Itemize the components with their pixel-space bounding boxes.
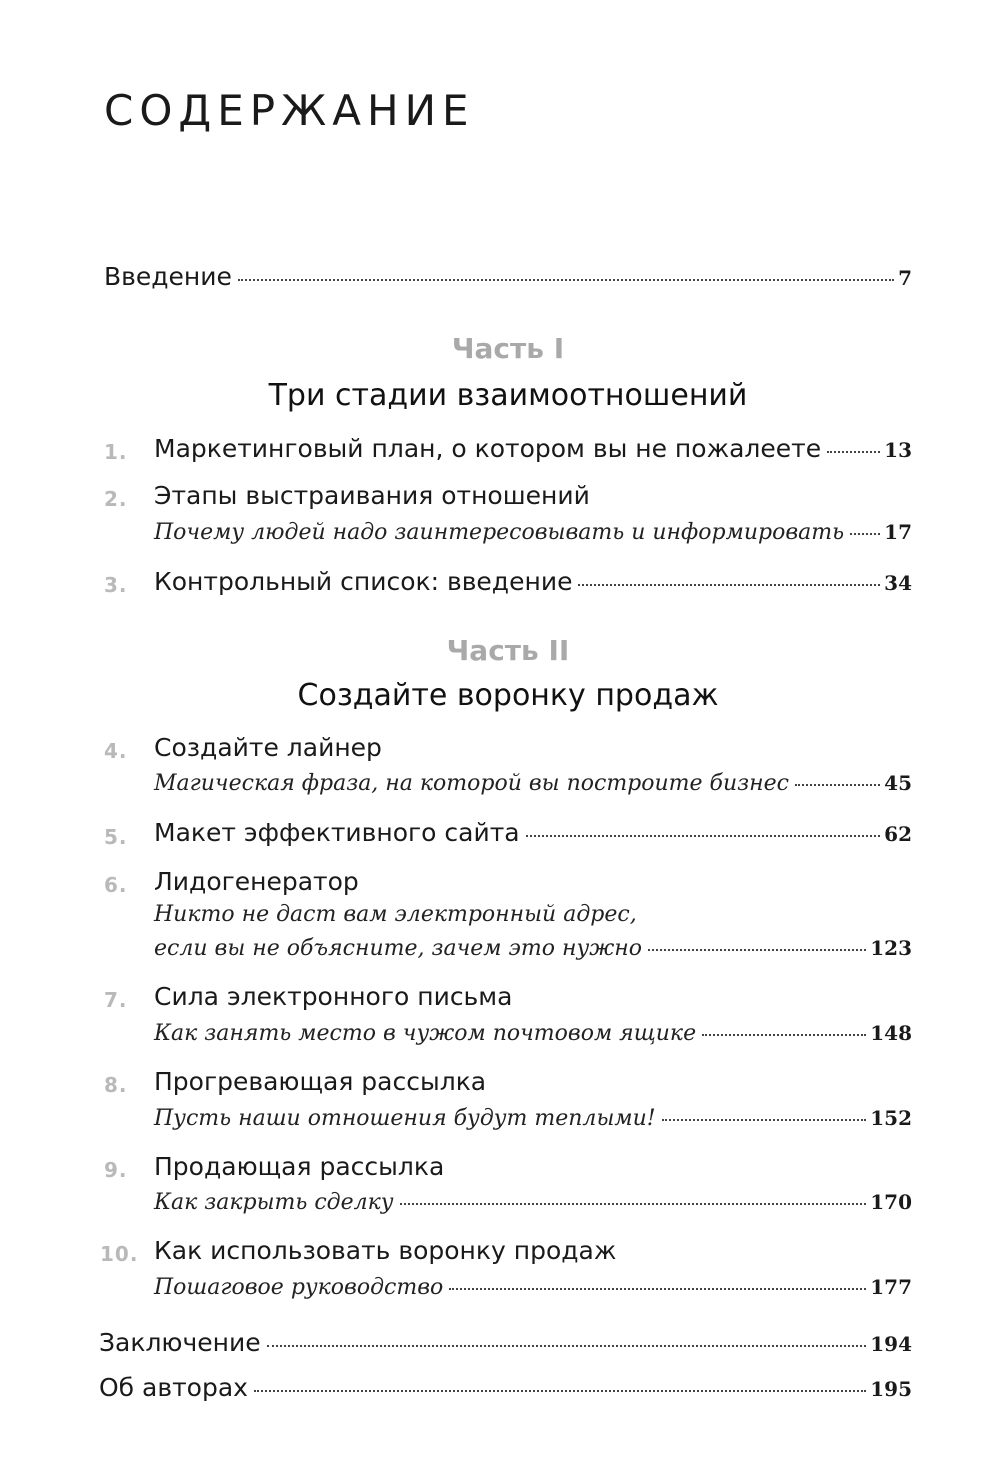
dot-leader	[400, 1203, 867, 1205]
chapter-number: 1.	[104, 440, 128, 464]
toc-entry-subtitle	[154, 1190, 912, 1215]
chapter-number: 8.	[104, 1073, 128, 1097]
toc-entry-chapter-6[interactable]	[154, 867, 912, 896]
chapter-number: 5.	[104, 825, 128, 849]
toc-page-number: 170	[870, 1190, 912, 1214]
toc-entry-subtitle-text: Никто не даст вам электронный адрес,	[154, 902, 637, 927]
dot-leader	[449, 1288, 866, 1290]
toc-entry-subtitle	[154, 1106, 912, 1131]
toc-entry-chapter-1[interactable]	[154, 434, 912, 463]
chapter-number: 3.	[104, 573, 128, 597]
toc-entry-subtitle	[154, 771, 912, 796]
toc-page-number: 34	[884, 571, 912, 595]
dot-leader	[254, 1390, 866, 1392]
toc-entry-title: Введение	[104, 262, 232, 291]
part-title: Три стадии взаимоотношений	[268, 378, 748, 413]
toc-entry-chapter-5[interactable]	[154, 818, 912, 847]
toc-entry-subtitle-text: Пусть наши отношения будут теплыми!	[154, 1106, 656, 1131]
chapter-number: 9.	[104, 1158, 128, 1182]
chapter-number: 10.	[100, 1242, 139, 1266]
toc-page-number: 13	[884, 438, 912, 462]
toc-entry-chapter-2[interactable]	[154, 481, 912, 510]
toc-entry-chapter-8[interactable]	[154, 1067, 912, 1096]
toc-page-number: 152	[870, 1106, 912, 1130]
part-title: Создайте воронку продаж	[297, 678, 719, 713]
dot-leader	[578, 584, 880, 586]
toc-page-number: 195	[870, 1377, 912, 1401]
part-label: Часть II	[446, 634, 570, 667]
toc-entry-conclusion[interactable]	[99, 1328, 912, 1357]
dot-leader	[238, 279, 894, 281]
toc-entry-subtitle	[154, 1021, 912, 1046]
toc-entry-subtitle-text: Пошаговое руководство	[154, 1275, 444, 1300]
dot-leader	[648, 949, 866, 951]
toc-entry-subtitle	[154, 1275, 912, 1300]
toc-entry-title: Контрольный список: введение	[154, 567, 573, 596]
toc-entry-subtitle-text: если вы не объясните, зачем это нужно	[154, 936, 642, 961]
toc-entry-subtitle-text: Магическая фраза, на которой вы построите бизнес	[154, 771, 789, 796]
dot-leader	[526, 835, 881, 837]
page-title: СОДЕРЖАНИЕ	[104, 86, 475, 135]
toc-page-number: 45	[884, 771, 912, 795]
toc-page-number: 177	[870, 1275, 912, 1299]
chapter-number: 6.	[104, 873, 128, 897]
dot-leader	[795, 784, 880, 786]
toc-entry-subtitle-text: Как занять место в чужом почтовом ящике	[154, 1021, 697, 1046]
chapter-number: 2.	[104, 487, 128, 511]
toc-entry-title: Лидогенератор	[154, 867, 359, 896]
toc-entry-chapter-4[interactable]	[154, 733, 912, 762]
toc-entry-subtitle	[154, 936, 912, 961]
toc-entry-title: Сила электронного письма	[154, 982, 513, 1011]
toc-entry-title: Как использовать воронку продаж	[154, 1236, 617, 1265]
toc-entry-title: Макет эффективного сайта	[154, 818, 520, 847]
toc-entry-intro[interactable]	[104, 262, 912, 291]
dot-leader	[827, 451, 880, 453]
toc-page-number: 7	[898, 266, 912, 290]
dot-leader	[850, 533, 880, 535]
toc-entry-title: Продающая рассылка	[154, 1152, 445, 1181]
toc-entry-chapter-9[interactable]	[154, 1152, 912, 1181]
dot-leader	[267, 1345, 867, 1347]
toc-entry-title: Прогревающая рассылка	[154, 1067, 487, 1096]
chapter-number: 7.	[104, 988, 128, 1012]
toc-entry-title: Этапы выстраивания отношений	[154, 481, 590, 510]
toc-entry-title: Заключение	[99, 1328, 261, 1357]
toc-entry-subtitle-text: Почему людей надо заинтересовывать и информировать	[154, 520, 845, 545]
chapter-number: 4.	[104, 739, 128, 763]
toc-entry-subtitle	[154, 520, 912, 545]
toc-entry-title: Маркетинговый план, о котором вы не пожалеете	[154, 434, 822, 463]
toc-entry-chapter-3[interactable]	[154, 567, 912, 596]
toc-page-number: 62	[884, 822, 912, 846]
toc-entry-title: Об авторах	[99, 1373, 248, 1402]
toc-entry-subtitle-text: Как закрыть сделку	[154, 1190, 394, 1215]
toc-entry-subtitle	[154, 902, 912, 927]
dot-leader	[702, 1034, 866, 1036]
toc-page-number: 194	[870, 1332, 912, 1356]
toc-page-number: 148	[870, 1021, 912, 1045]
toc-entry-title: Создайте лайнер	[154, 733, 382, 762]
dot-leader	[662, 1119, 867, 1121]
part-label: Часть I	[451, 332, 565, 365]
toc-page-number: 17	[884, 520, 912, 544]
toc-entry-chapter-10[interactable]	[154, 1236, 912, 1265]
toc-entry-authors[interactable]	[99, 1373, 912, 1402]
toc-page-number: 123	[870, 936, 912, 960]
toc-entry-chapter-7[interactable]	[154, 982, 912, 1011]
